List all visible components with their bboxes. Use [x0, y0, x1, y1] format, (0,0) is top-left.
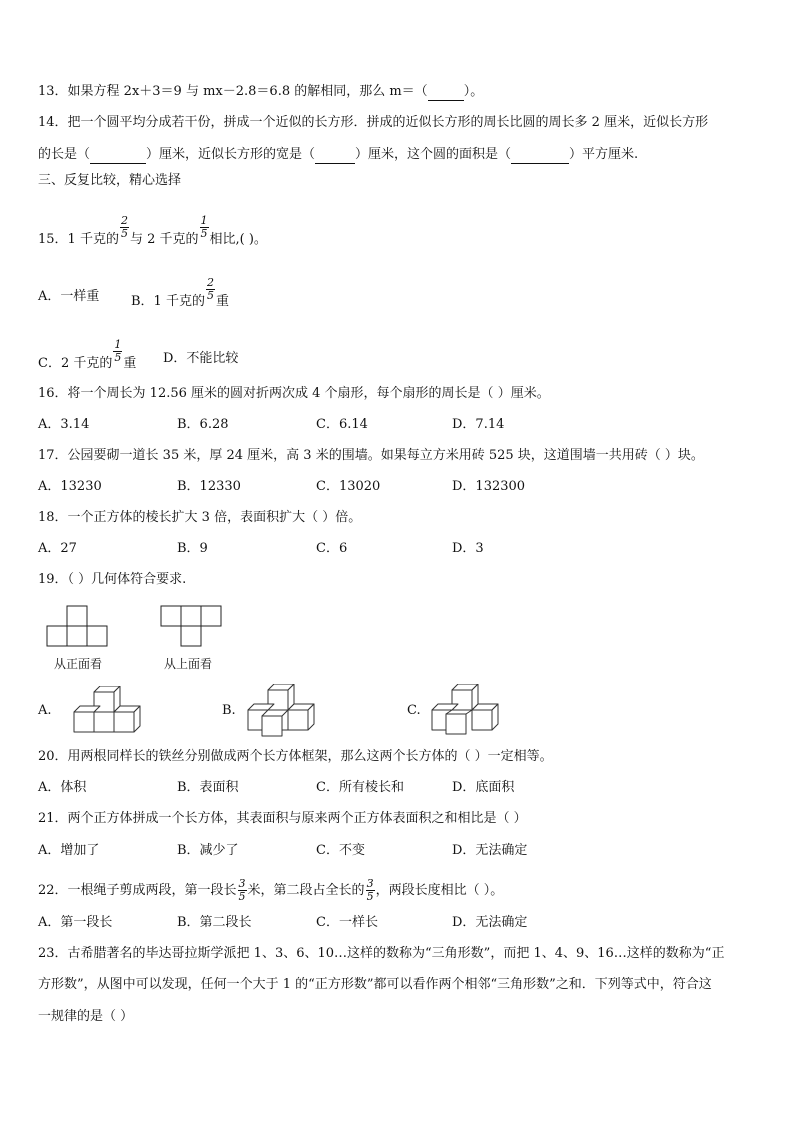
q21-option-b[interactable]: B．减少了	[177, 843, 239, 858]
q20-option-a[interactable]: A．体积	[38, 780, 87, 795]
q16-option-b[interactable]: B．6.28	[177, 417, 229, 432]
q15-text-c: 相比,( )。	[209, 232, 267, 247]
numerator: 2	[206, 276, 214, 289]
q20-option-b[interactable]: B．表面积	[177, 780, 239, 795]
q14-text-c: ）厘米，这个圆的面积是（	[355, 147, 512, 162]
q15-option-b-text: B．1 千克的	[131, 294, 205, 309]
q14-text-b: ）厘米，近似长方形的宽是（	[146, 147, 316, 162]
denominator: 5	[206, 289, 214, 302]
q16-option-a[interactable]: A．3.14	[38, 417, 90, 432]
q19-option-b-label[interactable]: B.	[222, 703, 236, 718]
q22-option-a[interactable]: A．第一段长	[38, 915, 113, 930]
section-heading: 三、反复比较，精心选择	[38, 173, 182, 188]
q20-option-c[interactable]: C．所有棱长和	[316, 780, 404, 795]
q15-option-a[interactable]: A．一样重	[38, 289, 100, 304]
numerator: 3	[366, 877, 374, 890]
fraction-two-fifths	[206, 277, 215, 302]
denominator: 5	[238, 890, 246, 903]
q20-option-d[interactable]: D．底面积	[452, 780, 515, 795]
q21-option-d[interactable]: D．无法确定	[452, 843, 528, 858]
q15-option-c-text: C．2 千克的	[38, 356, 113, 371]
question-17: 17．公园要砌一道长 35 米，厚 24 厘米，高 3 米的围墙。如果每立方米用砖 525 块，这道围墙一共用砖（ ）块。	[38, 448, 704, 463]
fraction-three-fifths	[366, 878, 375, 903]
numerator: 3	[238, 877, 246, 890]
answer-blank-length[interactable]	[90, 147, 146, 164]
q13-text: 13．如果方程 2x＋3＝9 与 mx－2.8＝6.8 的解相同，那么 m＝（	[38, 84, 428, 99]
question-23-line2: 方形数”，从图中可以发现，任何一个大于 1 的“正方形数”都可以看作两个相邻“三角形数”之和．下列等式中，符合这	[38, 977, 712, 992]
front-view-caption: 从正面看	[54, 657, 103, 671]
q15-option-b-end: 重	[215, 294, 229, 309]
q18-option-c[interactable]: C．6	[316, 541, 348, 556]
q15-option-c-end: 重	[123, 356, 137, 371]
q14-text-d: ）平方厘米.	[569, 147, 639, 162]
numerator: 1	[114, 338, 122, 351]
numerator: 1	[200, 214, 208, 227]
fraction-three-fifths	[238, 878, 247, 903]
question-15	[38, 214, 267, 252]
q19-option-c-label[interactable]: C.	[407, 703, 421, 718]
q22-text-b: 米，第二段占全长的	[247, 883, 365, 898]
fraction-one-fifth	[200, 215, 209, 240]
q18-option-b[interactable]: B．9	[177, 541, 208, 556]
denominator: 5	[200, 227, 208, 240]
q17-option-a[interactable]: A．13230	[38, 479, 102, 494]
question-19: 19．（ ）几何体符合要求.	[38, 572, 187, 587]
q22-option-c[interactable]: C．一样长	[316, 915, 378, 930]
q14-text-a: 的长是（	[38, 147, 91, 162]
q17-option-d[interactable]: D．132300	[452, 479, 526, 494]
question-18: 18．一个正方体的棱长扩大 3 倍，表面积扩大（ ）倍。	[38, 510, 362, 525]
q17-option-c[interactable]: C．13020	[316, 479, 381, 494]
fraction-two-fifths	[120, 215, 129, 240]
q19-option-b-solid[interactable]	[244, 684, 324, 738]
answer-blank-width[interactable]	[315, 147, 355, 164]
top-view-caption: 从上面看	[164, 657, 213, 671]
q15-text-a: 15．1 千克的	[38, 232, 119, 247]
front-view-figure	[46, 604, 108, 648]
answer-blank-area[interactable]	[511, 147, 569, 164]
question-21: 21．两个正方体拼成一个长方体，其表面积与原来两个正方体表面积之和相比是（ ）	[38, 811, 527, 826]
fraction-one-fifth	[113, 339, 122, 364]
q18-option-d[interactable]: D．3	[452, 541, 484, 556]
answer-blank[interactable]	[428, 84, 464, 101]
q13-text-end: ）。	[463, 84, 484, 99]
q15-text-b: 与 2 千克的	[129, 232, 199, 247]
q15-option-d[interactable]: D．不能比较	[163, 351, 239, 366]
question-20: 20．用两根同样长的铁丝分别做成两个长方体框架，那么这两个长方体的（ ）一定相等。	[38, 749, 553, 764]
q19-option-a-label[interactable]: A.	[38, 703, 52, 718]
q15-option-b[interactable]	[131, 276, 229, 314]
denominator: 5	[120, 227, 128, 240]
q22-text-c: ，两段长度相比（ ）。	[375, 883, 504, 898]
denominator: 5	[114, 351, 122, 364]
q16-option-c[interactable]: C．6.14	[316, 417, 368, 432]
question-23-line3: 一规律的是（ ）	[38, 1009, 134, 1024]
q18-option-a[interactable]: A．27	[38, 541, 77, 556]
q22-option-b[interactable]: B．第二段长	[177, 915, 252, 930]
q22-text-a: 22．一根绳子剪成两段，第一段长	[38, 883, 237, 898]
q21-option-a[interactable]: A．增加了	[38, 843, 100, 858]
question-14-line2	[38, 147, 638, 164]
q22-option-d[interactable]: D．无法确定	[452, 915, 528, 930]
denominator: 5	[366, 890, 374, 903]
q15-option-c[interactable]	[38, 338, 137, 376]
q19-option-c-solid[interactable]	[430, 684, 502, 736]
question-23-line1: 23．古希腊著名的毕达哥拉斯学派把 1、3、6、10…这样的数称为“三角形数”，而把 1、4、9、16…这样的数称为“正	[38, 946, 725, 961]
question-16: 16．将一个周长为 12.56 厘米的圆对折两次成 4 个扇形，每个扇形的周长是（ ）厘米。	[38, 386, 550, 401]
question-14-line1: 14．把一个圆平均分成若干份，拼成一个近似的长方形．拼成的近似长方形的周长比圆的周长多 2 厘米，近似长方形	[38, 115, 709, 130]
question-13	[38, 84, 483, 101]
q17-option-b[interactable]: B．12330	[177, 479, 241, 494]
q21-option-c[interactable]: C．不变	[316, 843, 365, 858]
numerator: 2	[120, 214, 128, 227]
q19-option-a-solid[interactable]	[70, 686, 146, 738]
q16-option-d[interactable]: D．7.14	[452, 417, 505, 432]
top-view-figure	[160, 604, 222, 648]
question-22	[38, 878, 503, 903]
